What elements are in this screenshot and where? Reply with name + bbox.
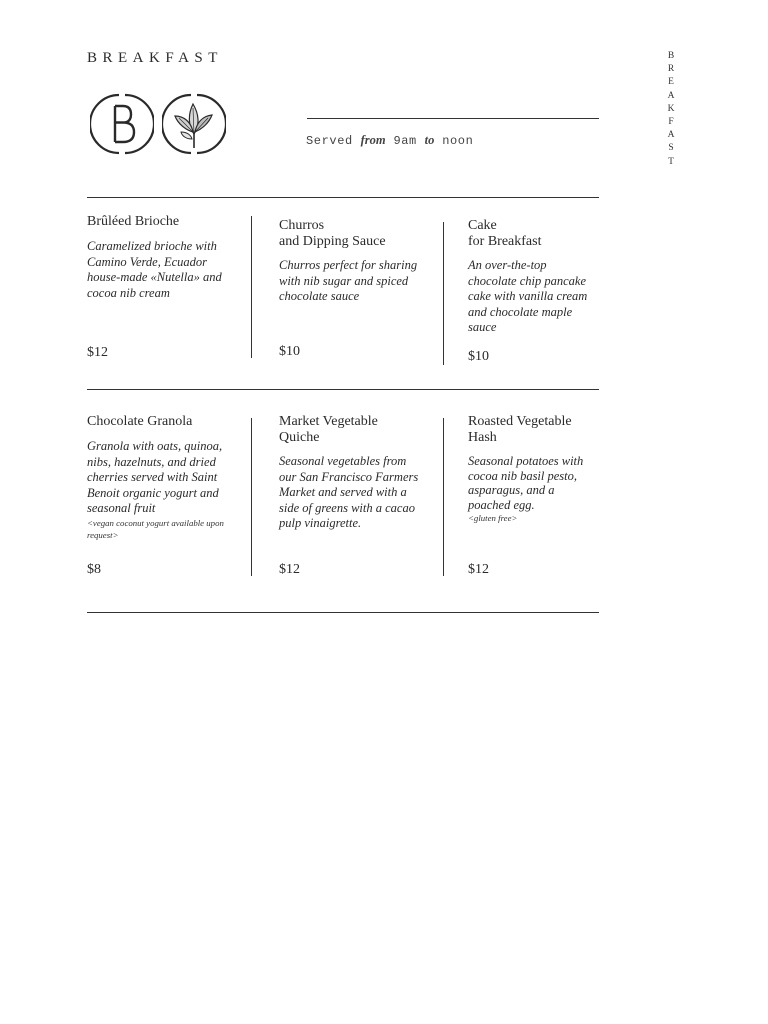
menu-item-name: Churros and Dipping Sauce bbox=[279, 218, 386, 249]
menu-item-name: Chocolate Granola bbox=[87, 414, 193, 429]
section-divider bbox=[87, 197, 599, 198]
menu-item-description: Granola with oats, quinoa, nibs, hazelnuts, and dried cherries served with Saint Benoit organic yogurt and seasonal fruit bbox=[87, 439, 223, 516]
menu-item-name: Roasted Vegetable Hash bbox=[468, 414, 572, 445]
menu-item bbox=[279, 218, 439, 305]
menu-item-price: $10 bbox=[279, 344, 300, 359]
vertical-title-letter: E bbox=[668, 77, 674, 88]
menu-item bbox=[279, 414, 439, 532]
section-divider bbox=[87, 612, 599, 613]
vertical-title-letter: A bbox=[667, 130, 675, 141]
menu-item-description: An over-the-top chocolate chip pancake cake with vanilla cream and chocolate maple sauce bbox=[468, 258, 588, 335]
section-divider bbox=[87, 389, 599, 390]
b-monogram-icon bbox=[90, 92, 154, 156]
vertical-title-letter: S bbox=[668, 143, 674, 154]
menu-item bbox=[468, 414, 628, 524]
menu-item-description: Seasonal vegetables from our San Francisco Farmers Market and served with a side of greens with a cacao pulp vinaigrette. bbox=[279, 454, 419, 531]
menu-item-description: Seasonal potatoes with cocoa nib basil pesto, asparagus, and a poached egg. bbox=[468, 454, 584, 512]
menu-item-name: Cake for Breakfast bbox=[468, 218, 542, 249]
vertical-title-letter: T bbox=[668, 156, 674, 167]
menu-item-price: $8 bbox=[87, 562, 101, 577]
menu-title: BREAKFAST bbox=[87, 50, 223, 66]
menu-item-description: Caramelized brioche with Camino Verde, Ecuador house-made «Nutella» and cocoa nib cream bbox=[87, 239, 222, 300]
menu-item-description: Churros perfect for sharing with nib sugar and spiced chocolate sauce bbox=[279, 258, 418, 304]
menu-item-note: <vegan coconut yogurt available upon request> bbox=[87, 517, 224, 540]
menu-item-price: $10 bbox=[468, 349, 489, 364]
vertical-title-letter: F bbox=[668, 117, 674, 128]
header-rule bbox=[307, 118, 599, 119]
vertical-title-letter: K bbox=[667, 103, 675, 114]
menu-item-price: $12 bbox=[468, 562, 489, 577]
menu-item bbox=[468, 218, 628, 336]
menu-item-price: $12 bbox=[87, 345, 108, 360]
menu-item-note: <gluten free> bbox=[468, 513, 518, 524]
vertical-title-letter: B bbox=[667, 51, 675, 61]
menu-item bbox=[87, 214, 247, 301]
menu-item-name: Market Vegetable Quiche bbox=[279, 414, 378, 445]
menu-item bbox=[87, 414, 247, 541]
vertical-title-letter: R bbox=[667, 64, 675, 75]
vertical-menu-title bbox=[664, 50, 678, 169]
menu-item-name: Brûléed Brioche bbox=[87, 214, 180, 229]
menu-item-price: $12 bbox=[279, 562, 300, 577]
column-divider bbox=[251, 418, 252, 576]
column-divider bbox=[443, 418, 444, 576]
column-divider bbox=[443, 222, 444, 365]
serving-hours: Served from 9am to noon bbox=[306, 133, 474, 148]
column-divider bbox=[251, 216, 252, 358]
vertical-title-letter: A bbox=[667, 90, 675, 101]
cacao-leaf-icon bbox=[162, 92, 226, 156]
